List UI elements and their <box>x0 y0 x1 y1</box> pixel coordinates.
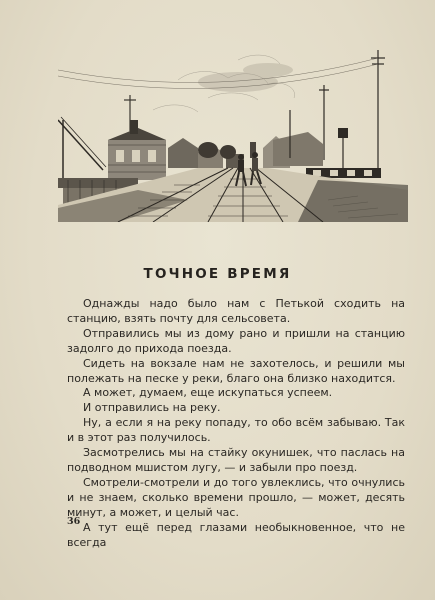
paragraph: Однажды надо было нам с Петькой сходить на станцию, взять почту для сельсовета. <box>67 297 405 325</box>
page-number: 36 <box>67 516 81 527</box>
right-buildings <box>250 132 323 168</box>
story-text <box>67 297 405 550</box>
paragraph: А тут ещё перед глазами необыкновенное, что не всегда <box>67 520 405 549</box>
paragraph: Сидеть на вокзале нам не захотелось, и решили мы полежать на песке у реки, благо она близко находится. <box>67 356 405 385</box>
chapter-title: ТОЧНОЕ ВРЕМЯ <box>143 266 292 282</box>
paragraph: Смотрели-смотрели и до того увлеклись, что очнулись и не знаем, сколько времени прошло, — может, десять минут, а может, и целый час. <box>67 475 405 519</box>
barrier <box>58 117 106 180</box>
paragraph: Отправились мы из дому рано и пришли на станцию задолго до прихода поезда. <box>67 326 405 355</box>
railway-station-illustration <box>58 40 408 222</box>
paragraph: Ну, а если я на реку попаду, то обо всём забываю. Так и в этот раз получилось. <box>67 416 405 445</box>
paragraph: Засмотрелись мы на стайку окунишек, что паслась на подводном мшистом лугу, — и забыли про поезд. <box>67 446 405 474</box>
paragraph: А может, думаем, еще искупаться успеем. <box>83 386 333 400</box>
signal-light <box>338 128 348 172</box>
paragraph: И отправились на реку. <box>83 401 221 415</box>
station-house <box>108 120 166 180</box>
